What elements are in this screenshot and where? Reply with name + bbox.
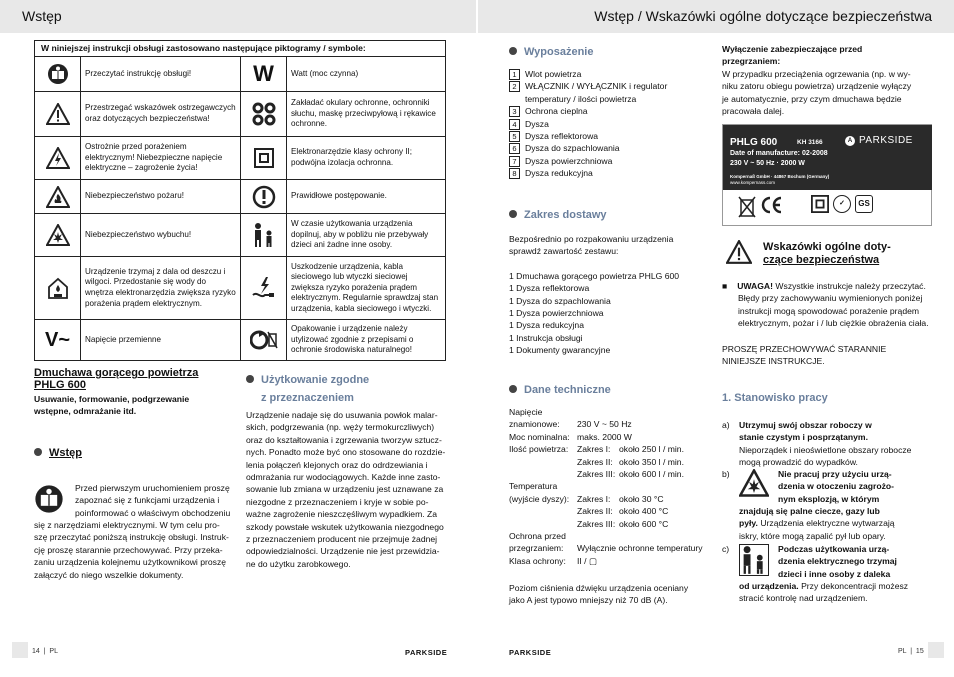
rating-brand: PARKSIDE xyxy=(859,135,913,146)
pictogram-row xyxy=(35,57,445,92)
keep-children-away-icon xyxy=(739,544,769,576)
safety-uwaga: ■ UWAGA! Wszystkie instrukcje należy przeczytać. Błędy przy zachowywaniu wymienionych poniżej instrukcji mogą spowodować porażenie prądem elektrycznym, pożar i / lub ciężkie obrażenia ciała. xyxy=(722,280,947,330)
list-item: 5 Dysza reflektorowa xyxy=(509,130,709,142)
text-line: Poziom ciśnienia dźwięku urządzenia oceniany xyxy=(509,583,689,593)
page-gutter xyxy=(476,0,478,677)
text-line: instrukcji mogą spowodować porażenie prądem xyxy=(738,305,920,316)
pictogram-row xyxy=(35,137,445,180)
text-line: Przed pierwszym uruchomieniem proszę xyxy=(75,483,230,493)
intended-use-text xyxy=(246,409,450,570)
list-item: 6 Dysza do szpachlowania xyxy=(509,142,709,154)
pictogram-text: Uszkodzenie urządzenia, kabla sieciowego lub wtyczki sieciowej zwiększa ryzyko porażenia prądem elektrycznym. Regularnie sprawdzaj stan urządzenia, kabla sieciowego i wtyczki. xyxy=(291,261,439,313)
text-line: stanie czystym i posprzątanym. xyxy=(739,432,868,443)
text-line: Podczas użytkowania urzą- xyxy=(778,544,890,554)
intended-use-title: Użytkowanie zgodne xyxy=(261,374,370,386)
list-item: 7 Dysza powierzchniowa xyxy=(509,155,709,167)
text-line: szę przeczytać poniższą instrukcję obsługi. Instruk- xyxy=(34,532,229,543)
pictogram-text: Watt (moc czynna) xyxy=(291,68,359,78)
text-line: dzenia w otoczeniu zagrożo- xyxy=(778,481,895,492)
protection-class-2-icon xyxy=(811,195,829,218)
footer-box xyxy=(12,642,28,658)
spec-cell: Zakres II: xyxy=(577,456,613,467)
spec-cell: około 400 °C xyxy=(619,506,669,517)
spec-cell: około 350 l / min. xyxy=(619,456,684,467)
spec-row xyxy=(509,480,719,492)
spec-row xyxy=(509,518,719,530)
spec-row xyxy=(509,493,719,505)
text-line: stracić kontrolę nad urządzeniem. xyxy=(739,593,868,604)
safety-keep xyxy=(722,343,942,368)
text-line: niezgodne z przeznaczeniem i kryje w sobie po- xyxy=(246,496,429,507)
text-line: pracowała dalej. xyxy=(722,106,785,117)
spec-cell: maks. 2000 W xyxy=(577,431,632,442)
pictogram-text: Napięcie przemienne xyxy=(81,320,241,360)
intro-text-beside xyxy=(75,482,245,519)
list-item: 1 Dysza redukcyjna xyxy=(509,320,584,331)
pictogram-text: Niebezpieczeństwo wybuchu! xyxy=(81,214,241,256)
text-line: poinformować o właściwym obchodzeniu xyxy=(75,507,231,518)
spec-cell: Ilość powietrza: xyxy=(509,444,569,455)
rating-url: www.kompernass.com xyxy=(730,180,776,185)
keep-children-away-icon xyxy=(241,214,287,256)
damaged-cable-icon xyxy=(241,257,287,319)
text-line: oraz do kształtowania i zgrzewania tworzyw sztucz- xyxy=(246,434,442,445)
spec-cell: 230 V ~ 50 Hz xyxy=(577,419,632,430)
text-line: mogą prowadzić do wypadków. xyxy=(739,457,858,468)
intended-use-title-2: z przeznaczeniem xyxy=(261,392,354,404)
rating-kh: KH 3166 xyxy=(797,139,823,146)
list-item-continued: temperatury / ilości powietrza xyxy=(525,93,637,104)
workplace-title: 1. Stanowisko pracy xyxy=(722,392,828,404)
recycle-bin-icon xyxy=(737,195,757,224)
text-line: jako A jest typowo mniejszy niż 70 dB (A). xyxy=(509,595,668,606)
text-line: W przypadku przeciążenia ogrzewania (np. w wy- xyxy=(722,69,911,79)
product-subtitle: Usuwanie, formowanie, podgrzewanie wstępne, odmrażanie itd. xyxy=(34,394,190,416)
footer-right-brand: PARKSIDE xyxy=(509,648,552,657)
text-line: szkody powstałe wskutek użytkowania niezgodnego xyxy=(246,521,444,532)
text-line: się z narzędziami elektrycznymi. W tym celu pro- xyxy=(34,520,220,530)
intended-use-heading xyxy=(246,370,369,406)
spec-cell xyxy=(509,518,577,530)
pictogram-text: W czasie użytkowania urządzenia dopilnuj, aby w pobliżu nie przebywały dzieci ani żadne inne osoby. xyxy=(291,219,429,250)
pictogram-text: Urządzenie trzymaj z dala od deszczu i wilgoci. Przedostanie się wody do wnętrza elektronarzędzia zwiększa ryzyko porażenia prądem elektrycznym. xyxy=(81,257,241,319)
text-line: załączyć do niego wszelkie dokumenty. xyxy=(34,569,184,580)
spec-cell: (wyjście dyszy): xyxy=(509,493,570,504)
read-manual-icon xyxy=(35,57,81,91)
text-line: odpowiedzialności. Urządzenie nie jest przewidzia- xyxy=(246,546,440,557)
spec-cell: Zakres III: xyxy=(577,469,616,480)
product-title-block xyxy=(34,367,224,417)
workplace-c-beside xyxy=(778,543,948,580)
page-lang: PL xyxy=(898,648,907,655)
overheat-text xyxy=(722,68,932,118)
list-item: 1 Dysza powierzchniowa xyxy=(509,308,604,319)
warning-triangle-icon xyxy=(35,92,81,136)
pictogram-row xyxy=(35,320,445,360)
text-line: przegrzaniem: xyxy=(722,56,781,67)
spec-cell: około 600 °C xyxy=(619,518,669,529)
text-line: lenia połączeń klejonych oraz do odrdzewiania i xyxy=(246,459,428,470)
spec-cell: Ochrona przed xyxy=(509,531,566,542)
exclamation-icon xyxy=(241,180,287,213)
text-line: zapoznać się z funkcjami urządzenia i xyxy=(75,495,220,506)
spec-cell: około 30 °C xyxy=(619,493,664,504)
list-item: 1 Wlot powietrza xyxy=(509,68,709,80)
spec-row xyxy=(509,418,719,430)
spec-cell: Zakres I: xyxy=(577,444,611,455)
spec-row xyxy=(509,530,719,542)
rating-model: PHLG 600 xyxy=(730,137,778,148)
delivery-title: Zakres dostawy xyxy=(524,209,607,221)
specs-heading xyxy=(509,380,611,398)
footer-right-page: PL | 15 xyxy=(898,648,924,655)
spec-row xyxy=(509,431,719,443)
specs-title: Dane techniczne xyxy=(524,384,611,396)
page-lang: PL xyxy=(49,648,58,655)
footer-left-brand: PARKSIDE xyxy=(405,648,448,657)
electric-shock-icon xyxy=(35,137,81,179)
text-line: Nie pracuj przy użyciu urzą- xyxy=(778,469,892,479)
text-line: nych. Ponadto może być ono stosowane do rozdzie- xyxy=(246,447,446,458)
read-manual-icon xyxy=(34,484,64,519)
pictogram-row xyxy=(35,214,445,257)
text-line: iskry, które mogą zapalić pył lub opary. xyxy=(739,530,886,541)
spec-cell: przegrzaniem: xyxy=(509,543,564,554)
list-item: 2 WŁĄCZNIK / WYŁĄCZNIK i regulator xyxy=(509,80,709,92)
spec-row xyxy=(509,468,719,480)
spec-cell: Zakres I: xyxy=(577,493,611,504)
text-line: zaniu urządzenia kolejnemu użytkownikowi proszę xyxy=(34,557,227,568)
list-item: 1 Dmuchawa gorącego powietrza PHLG 600 xyxy=(509,270,680,281)
spec-cell: około 250 l / min. xyxy=(619,444,684,455)
spec-cell: Zakres III: xyxy=(577,518,616,529)
list-item: 1 Dysza reflektorowa xyxy=(509,283,590,294)
tuv-mark-icon: ✓ xyxy=(833,195,851,213)
pictogram-text: Opakowanie i urządzenie należy utylizować zgodnie z przepisami o ochronie środowiska naturalnego! xyxy=(291,324,414,355)
text-line: dzieci i inne osoby z daleka xyxy=(778,568,891,579)
text-line: Urządzenie nadaje się do usuwania powłok malar- xyxy=(246,410,438,420)
spec-cell xyxy=(509,505,577,517)
pictogram-text: Przeczytać instrukcję obsługi! xyxy=(81,57,241,91)
pictogram-table xyxy=(34,40,446,361)
spec-cell: około 600 l / min. xyxy=(619,469,684,480)
intro-title: Wstęp xyxy=(49,447,82,459)
spec-row xyxy=(509,443,719,455)
page-header-left: Wstęp xyxy=(0,0,476,33)
keep-dry-icon xyxy=(35,257,81,319)
footer-left-page: 14 | PL xyxy=(32,648,58,655)
text-line: z przeznaczeniem producent nie przejmuje żadnej xyxy=(246,534,438,545)
specs-noise xyxy=(509,582,709,607)
pictogram-text: Prawidłowe postępowanie. xyxy=(291,191,387,201)
spec-cell xyxy=(509,468,577,480)
text-line: elektrycznym, pożar i / lub ciężkie obrażenia ciała. xyxy=(738,318,929,329)
pictogram-text: Przestrzegać wskazówek ostrzegawczych oraz dotyczących bezpieczeństwa! xyxy=(81,92,241,136)
spec-cell: Moc nominalna: xyxy=(509,431,570,442)
equipment-list xyxy=(509,68,709,180)
rating-plate xyxy=(722,124,932,226)
pictogram-caption: W niniejszej instrukcji obsługi zastosowano następujące piktogramy / symbole: xyxy=(35,41,445,57)
text-line: Bezpośrednio po rozpakowaniu urządzenia xyxy=(509,234,674,244)
spec-cell xyxy=(509,456,577,468)
list-item: 1 Dokumenty gwarancyjne xyxy=(509,345,611,356)
explosion-hazard-icon xyxy=(35,214,81,256)
lidl-mark-icon: A xyxy=(845,136,855,146)
page-header-right: Wstęp / Wskazówki ogólne dotyczące bezpieczeństwa xyxy=(478,0,954,33)
text-line: Błędy przy zachowywaniu wymienionych poniżej xyxy=(738,293,923,304)
safety-title xyxy=(763,241,943,267)
text-line: Nieporządek i nieoświetlone obszary robocze xyxy=(739,444,912,455)
page-number: 15 xyxy=(915,648,924,655)
rating-date: Date of manufacture: 02-2008 xyxy=(730,150,828,157)
equipment-heading xyxy=(509,42,594,60)
spec-cell: Temperatura xyxy=(509,481,558,492)
list-item: 1 Dysza do szpachlowania xyxy=(509,295,611,306)
pictogram-text: Niebezpieczeństwo pożaru! xyxy=(81,180,241,213)
text-line: znajdują się palne ciecze, gazy lub xyxy=(739,506,880,516)
delivery-heading xyxy=(509,205,607,223)
spec-cell: II / ▢ xyxy=(577,555,598,566)
workplace-b-label: b) xyxy=(722,469,730,479)
text-line: ne do użytku zarobkowego. xyxy=(246,558,351,569)
page-number: 14 xyxy=(32,648,40,655)
text-line: je automatycznie, przy czym dmuchawa będzie xyxy=(722,93,902,104)
spec-cell: Klasa ochrony: xyxy=(509,555,566,566)
list-item: 8 Dysza redukcyjna xyxy=(509,167,709,179)
intro-heading xyxy=(34,443,82,461)
workplace-b-after: znajdują się palne ciecze, gazy lub pyły. Urządzenia elektryczne wytwarzają iskry, które mogą zapalić pył lub opary. xyxy=(739,505,949,542)
text-line: odmrażania rur wodociągowych. Każde inne zasto- xyxy=(246,472,441,483)
pictogram-text: Elektronarzędzie klasy ochrony II; podwójna izolacja ochronna. xyxy=(291,147,413,167)
intro-text-after xyxy=(34,519,244,581)
pictogram-text: Zakładać okulary ochronne, ochronniki słuchu, maskę przeciwpyłową i rękawice ochronne. xyxy=(291,98,436,129)
text-line: Utrzymuj swój obszar roboczy w xyxy=(739,420,872,430)
explosion-hazard-icon xyxy=(739,469,769,502)
rating-company: Kompernaß GmbH · 44867 Bochum (Germany) xyxy=(730,174,830,179)
workplace-c-label: c) xyxy=(722,544,730,554)
list-item: 1 Instrukcja obsługi xyxy=(509,332,583,343)
pictogram-row xyxy=(35,257,445,320)
text-line: sprawdź zawartość zestawu: xyxy=(509,246,619,257)
gs-mark-icon: GS xyxy=(855,195,873,213)
pictogram-row xyxy=(35,180,445,214)
overheat-title xyxy=(722,43,932,68)
fire-hazard-icon xyxy=(35,180,81,213)
spec-row xyxy=(509,542,719,554)
pictogram-text: Ostrożnie przed porażeniem elektrycznym! Niebezpieczne napięcie elektryczne – zagrożenie życia! xyxy=(81,137,241,179)
text-line: PROSZĘ PRZECHOWYWAĆ STARANNIE xyxy=(722,344,887,354)
product-title: Dmuchawa gorącego powietrza PHLG 600 xyxy=(34,367,199,391)
specs-table xyxy=(509,406,719,567)
text-line: sowanie lub zmiana w urządzeniu jest uznawane za xyxy=(246,484,444,495)
spec-cell: Wyłącznie ochronne temperatury xyxy=(577,543,703,554)
workplace-c-after: od urządzenia. Przy dekoncentracji możesz stracić kontrolę nad urządzeniem. xyxy=(739,580,949,605)
item-label: a) xyxy=(722,420,730,430)
spec-cell: Napięcie xyxy=(509,407,543,417)
spec-row xyxy=(509,555,719,567)
text-line: nym eksplozją, w którym xyxy=(778,493,880,504)
text-line: dzenia elektrycznego trzymaj xyxy=(778,556,897,567)
spec-row xyxy=(509,505,719,517)
text-line: niku zatoru obiegu powietrza) urządzenie wyłączy xyxy=(722,81,912,92)
list-item: 4 Dysza xyxy=(509,118,709,130)
warning-triangle-icon xyxy=(726,240,752,269)
protective-gear-icon xyxy=(241,92,287,136)
text-line: NINIEJSZE INSTRUKCJE. xyxy=(722,356,825,367)
workplace-a xyxy=(722,419,947,469)
text-line: cję proszę starannie przechowywać. Przy przeka- xyxy=(34,544,223,555)
protection-class-2-icon xyxy=(241,137,287,179)
text-line: ważne zagrożenie nieszczęśliwym wypadkiem. Za xyxy=(246,509,438,520)
spec-cell: znamionowe: xyxy=(509,419,560,430)
recycle-icon xyxy=(241,320,287,360)
equipment-title: Wyposażenie xyxy=(524,46,594,58)
watt-icon: W xyxy=(241,57,287,91)
pictogram-row xyxy=(35,92,445,137)
spec-cell: Zakres II: xyxy=(577,506,613,517)
spec-row xyxy=(509,406,719,418)
alternating-current-icon: V~ xyxy=(35,320,81,360)
ce-mark-icon xyxy=(761,195,783,220)
spec-row xyxy=(509,456,719,468)
text-line: skich, podgrzewania (np. węży termokurczliwych) xyxy=(246,422,435,433)
workplace-b-beside xyxy=(778,468,948,505)
text-line: Wyłączenie zabezpieczające przed xyxy=(722,44,863,54)
safety-title-1: Wskazówki ogólne doty- xyxy=(763,241,891,253)
rating-power: 230 V ~ 50 Hz · 2000 W xyxy=(730,160,805,167)
footer-box xyxy=(928,642,944,658)
list-item: 3 Ochrona cieplna xyxy=(509,105,709,117)
delivery-text xyxy=(509,233,709,357)
safety-title-2: czące bezpieczeństwa xyxy=(763,254,880,266)
